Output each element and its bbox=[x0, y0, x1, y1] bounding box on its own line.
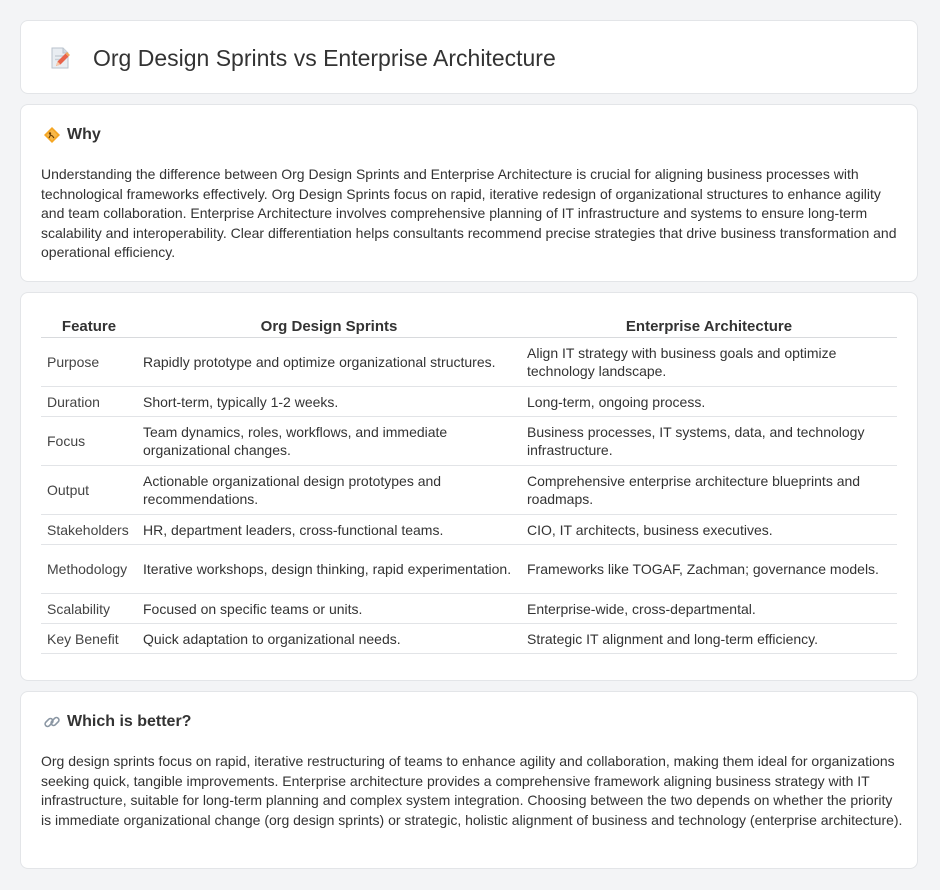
feature-cell: Key Benefit bbox=[41, 624, 137, 654]
table-header-row bbox=[41, 315, 897, 338]
table-row bbox=[41, 624, 897, 654]
why-card bbox=[20, 104, 918, 282]
link-icon bbox=[43, 713, 61, 731]
feature-cell: Stakeholders bbox=[41, 515, 137, 545]
comparison-table bbox=[41, 315, 897, 654]
comparison-card bbox=[20, 292, 918, 681]
document-pencil-icon bbox=[47, 45, 73, 71]
feature-cell: Scalability bbox=[41, 594, 137, 624]
table-row bbox=[41, 466, 897, 515]
why-title: Why bbox=[67, 126, 101, 143]
feature-cell: Methodology bbox=[41, 545, 137, 594]
ea-cell: CIO, IT architects, business executives. bbox=[521, 515, 897, 545]
which-better-heading bbox=[43, 713, 191, 731]
table-row bbox=[41, 417, 897, 466]
ods-cell: HR, department leaders, cross-functional teams. bbox=[137, 515, 521, 545]
ods-cell: Short-term, typically 1-2 weeks. bbox=[137, 387, 521, 417]
why-text: Understanding the difference between Org Design Sprints and Enterprise Architecture is crucial for aligning business processes with technological frameworks effectively. Org Design Sprints focus on rapid, iterative redesign of organizational structures to enhance agility and team collaboration. Enterprise Architecture involves comprehensive planning of IT infrastructure and systems to ensure long-term scalability and interoperability. Clear differentiation helps consultants recommend precise strategies that drive business transformation and operational efficiency. bbox=[41, 166, 897, 261]
title-card bbox=[20, 20, 918, 94]
which-better-text: Org design sprints focus on rapid, iterative restructuring of teams to enhance agility and collaboration, making them ideal for organizations seeking quick, tangible improvements. Enterprise architecture provides a comprehensive framework aligning business strategy with IT infrastructure, suitable for long-term planning and complex system integration. Choosing between the two depends on whether the priority is immediate organizational change (org design sprints) or strategic, holistic alignment of business and technology (enterprise architecture). bbox=[41, 753, 903, 828]
feature-cell: Purpose bbox=[41, 338, 137, 387]
table-row bbox=[41, 515, 897, 545]
ods-cell: Focused on specific teams or units. bbox=[137, 594, 521, 624]
ea-cell: Long-term, ongoing process. bbox=[521, 387, 897, 417]
ea-cell: Frameworks like TOGAF, Zachman; governance models. bbox=[521, 545, 897, 594]
ea-cell: Comprehensive enterprise architecture blueprints and roadmaps. bbox=[521, 466, 897, 515]
title-row bbox=[47, 44, 556, 72]
page-title: Org Design Sprints vs Enterprise Architecture bbox=[93, 45, 556, 71]
feature-cell: Duration bbox=[41, 387, 137, 417]
which-better-title: Which is better? bbox=[67, 713, 192, 730]
diamond-sign-icon bbox=[43, 126, 61, 144]
header-enterprise-architecture: Enterprise Architecture bbox=[521, 315, 897, 338]
ods-cell: Iterative workshops, design thinking, rapid experimentation. bbox=[137, 545, 521, 594]
table-row bbox=[41, 594, 897, 624]
ods-cell: Team dynamics, roles, workflows, and immediate organizational changes. bbox=[137, 417, 521, 466]
ods-cell: Quick adaptation to organizational needs. bbox=[137, 624, 521, 654]
table-row bbox=[41, 545, 897, 594]
table-row bbox=[41, 338, 897, 387]
which-better-card bbox=[20, 691, 918, 869]
header-feature: Feature bbox=[41, 315, 137, 338]
ea-cell: Strategic IT alignment and long-term efficiency. bbox=[521, 624, 897, 654]
feature-cell: Output bbox=[41, 466, 137, 515]
ea-cell: Enterprise-wide, cross-departmental. bbox=[521, 594, 897, 624]
feature-cell: Focus bbox=[41, 417, 137, 466]
ea-cell: Align IT strategy with business goals and optimize technology landscape. bbox=[521, 338, 897, 387]
ods-cell: Actionable organizational design prototypes and recommendations. bbox=[137, 466, 521, 515]
why-heading bbox=[43, 126, 101, 144]
ods-cell: Rapidly prototype and optimize organizational structures. bbox=[137, 338, 521, 387]
table-row bbox=[41, 387, 897, 417]
ea-cell: Business processes, IT systems, data, and technology infrastructure. bbox=[521, 417, 897, 466]
header-org-design-sprints: Org Design Sprints bbox=[137, 315, 521, 338]
